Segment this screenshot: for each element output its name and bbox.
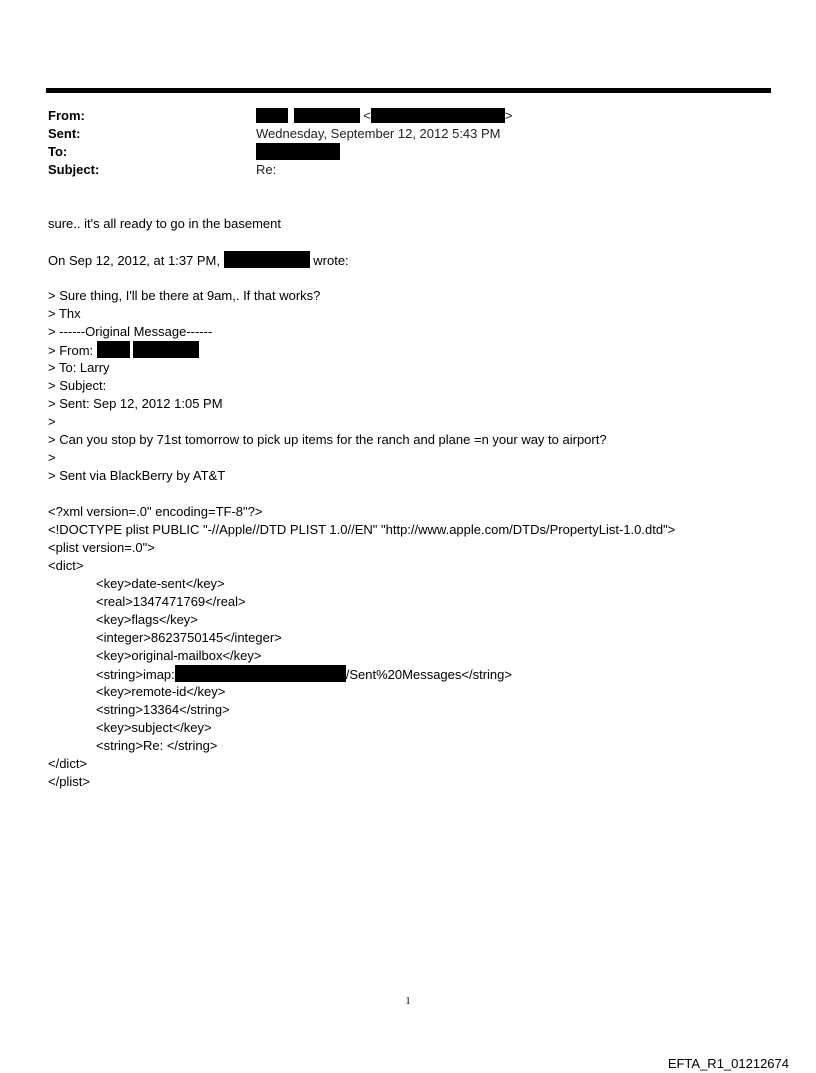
- xml-line: <key>original-mailbox</key>: [96, 648, 262, 663]
- xml-line: </dict>: [48, 756, 88, 771]
- quoted-from-label: > From:: [48, 343, 94, 358]
- document-id: EFTA_R1_01212674: [667, 1056, 789, 1071]
- xml-line: <?xml version=.0" encoding=TF-8"?>: [48, 504, 263, 519]
- quoted-from-line: [48, 341, 199, 360]
- xml-line: </plist>: [48, 774, 90, 789]
- quote-intro-suffix: wrote:: [313, 253, 349, 268]
- email-open-bracket: <: [363, 108, 371, 123]
- xml-imap-prefix: <string>imap:: [96, 667, 175, 682]
- redaction-block: [371, 108, 505, 123]
- subject-label: Subject:: [48, 162, 100, 177]
- redaction-block: [256, 143, 340, 160]
- reply-text: sure.. it's all ready to go in the basement: [48, 216, 281, 231]
- xml-line: <key>subject</key>: [96, 720, 212, 735]
- xml-line: <string>13364</string>: [96, 702, 230, 717]
- quote-intro-prefix: On Sep 12, 2012, at 1:37 PM,: [48, 253, 221, 268]
- quoted-line: > Sure thing, I'll be there at 9am,. If that works?: [48, 288, 321, 303]
- redaction-block: [256, 108, 288, 123]
- sent-value: Wednesday, September 12, 2012 5:43 PM: [256, 126, 501, 141]
- quote-intro: [48, 251, 349, 270]
- redaction-block: [224, 251, 310, 268]
- redaction-block: [97, 341, 130, 358]
- xml-line: <integer>8623750145</integer>: [96, 630, 282, 645]
- header-rule: [46, 88, 771, 93]
- xml-imap-line: [96, 665, 512, 684]
- quoted-line: > Thx: [48, 306, 81, 321]
- xml-line: <real>1347471769</real>: [96, 594, 246, 609]
- xml-line: <plist version=.0">: [48, 540, 155, 555]
- quoted-line: >: [48, 414, 56, 429]
- xml-line: <string>Re: </string>: [96, 738, 218, 753]
- quoted-line: > ------Original Message------: [48, 324, 213, 339]
- xml-line: <key>remote-id</key>: [96, 684, 226, 699]
- to-label: To:: [48, 144, 68, 159]
- sent-label: Sent:: [48, 126, 81, 141]
- xml-imap-suffix: /Sent%20Messages</string>: [345, 667, 512, 682]
- to-value: [256, 143, 340, 162]
- xml-line: <dict>: [48, 558, 84, 573]
- quoted-line: > Sent via BlackBerry by AT&T: [48, 468, 226, 483]
- quoted-line: > To: Larry: [48, 360, 110, 375]
- page-number: 1: [405, 995, 411, 1007]
- subject-value: Re:: [256, 162, 277, 177]
- redaction-block: [133, 341, 199, 358]
- quoted-line: > Subject:: [48, 378, 107, 393]
- quoted-line: > Sent: Sep 12, 2012 1:05 PM: [48, 396, 223, 411]
- redaction-block: [294, 108, 360, 123]
- xml-line: <key>flags</key>: [96, 612, 198, 627]
- from-label: From:: [48, 108, 85, 123]
- quoted-line: >: [48, 450, 56, 465]
- from-value: [256, 107, 512, 125]
- xml-line: <!DOCTYPE plist PUBLIC "-//Apple//DTD PLIST 1.0//EN" "http://www.apple.com/DTDs/PropertyList-1.0.dtd">: [48, 522, 676, 537]
- redaction-block: [175, 665, 346, 682]
- email-close-bracket: >: [504, 108, 513, 123]
- xml-line: <key>date-sent</key>: [96, 576, 225, 591]
- quoted-line: > Can you stop by 71st tomorrow to pick up items for the ranch and plane =n your way to airport?: [48, 432, 607, 447]
